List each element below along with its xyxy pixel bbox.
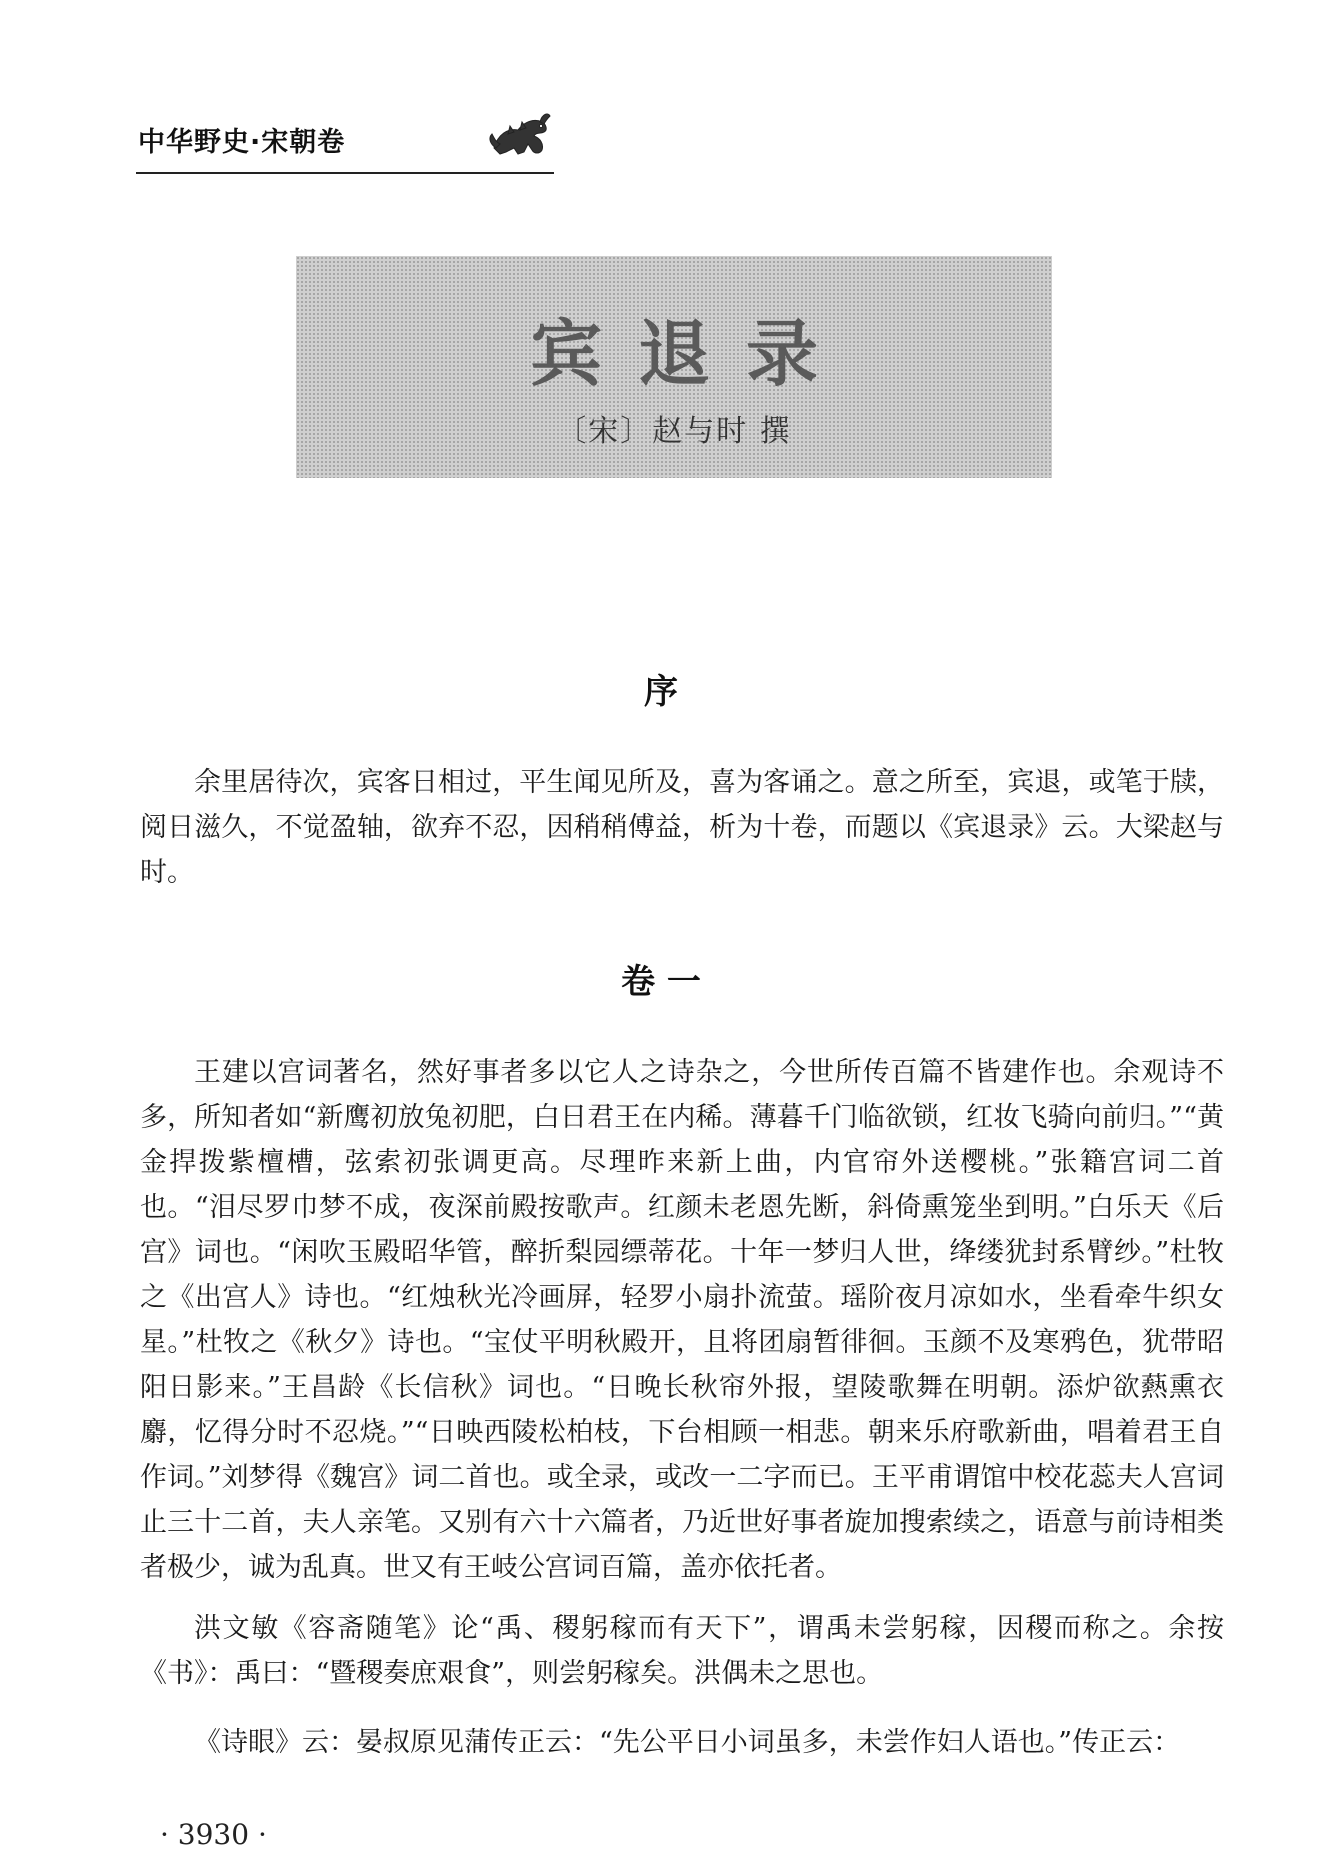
series-title: 中华野史·宋朝卷	[138, 127, 346, 158]
running-header	[136, 112, 554, 174]
section-heading-volume-one: 卷 一	[621, 962, 701, 1002]
section-heading-preface: 序	[644, 672, 678, 712]
preface-paragraph: 余里居待次，宾客日相过，平生闻见所及，喜为客诵之。意之所至，宾退，或笔于牍，阅日滋久，不觉盈轴，欲弃不忍，因稍稍傅益，析为十卷，而题以《宾退录》云。大梁赵与时。	[140, 767, 1224, 888]
title-block	[296, 256, 1052, 478]
page-number: · 3930 ·	[160, 1818, 267, 1851]
body-paragraph: 洪文敏《容斋随笔》论“禹、稷躬稼而有天下”，谓禹未尝躬稼，因稷而称之。余按《书》：禹曰：“暨稷奏庶艰食”，则尝躬稼矣。洪偶未之思也。	[140, 1613, 1224, 1689]
mythical-beast-icon	[484, 104, 554, 164]
book-title: 宾退录	[529, 311, 854, 396]
author-line: 〔宋〕赵与时 撰	[556, 414, 792, 449]
body-paragraph: 王建以宫词著名，然好事者多以它人之诗杂之，今世所传百篇不皆建作也。余观诗不多，所知者如“新鹰初放兔初肥，白日君王在内稀。薄暮千门临欲锁，红妆飞骑向前归。”“黄金捍拨紫檀槽，弦索初张调更高。尽理昨来新上曲，内官帘外送樱桃。”张籍宫词二首也。“泪尽罗巾梦不成，夜深前殿按歌声。红颜未老恩先断，斜倚熏笼坐到明。”白乐天《后宫》词也。“闲吹玉殿昭华管，醉折梨园缥蒂花。十年一梦归人世，绛缕犹封系臂纱。”杜牧之《出宫人》诗也。“红烛秋光冷画屏，轻罗小扇扑流萤。瑶阶夜月凉如水，坐看牵牛织女星。”杜牧之《秋夕》诗也。“宝仗平明秋殿开，且将团扇暂徘徊。玉颜不及寒鸦色，犹带昭阳日影来。”王昌龄《长信秋》词也。“日晚长秋帘外报，望陵歌舞在明朝。添炉欲爇熏衣麝，忆得分时不忍烧。”“日映西陵松柏枝，下台相顾一相悲。朝来乐府歌新曲，唱着君王自作词。”刘梦得《魏宫》词二首也。或全录，或改一二字而已。王平甫谓馆中校花蕊夫人宫词止三十二首，夫人亲笔。又别有六十六篇者，乃近世好事者旋加搜索续之，语意与前诗相类者极少，诚为乱真。世又有王岐公宫词百篇，盖亦依托者。	[140, 1057, 1224, 1583]
body-paragraph: 《诗眼》云：晏叔原见蒲传正云：“先公平日小词虽多，未尝作妇人语也。”传正云：	[194, 1727, 1181, 1758]
